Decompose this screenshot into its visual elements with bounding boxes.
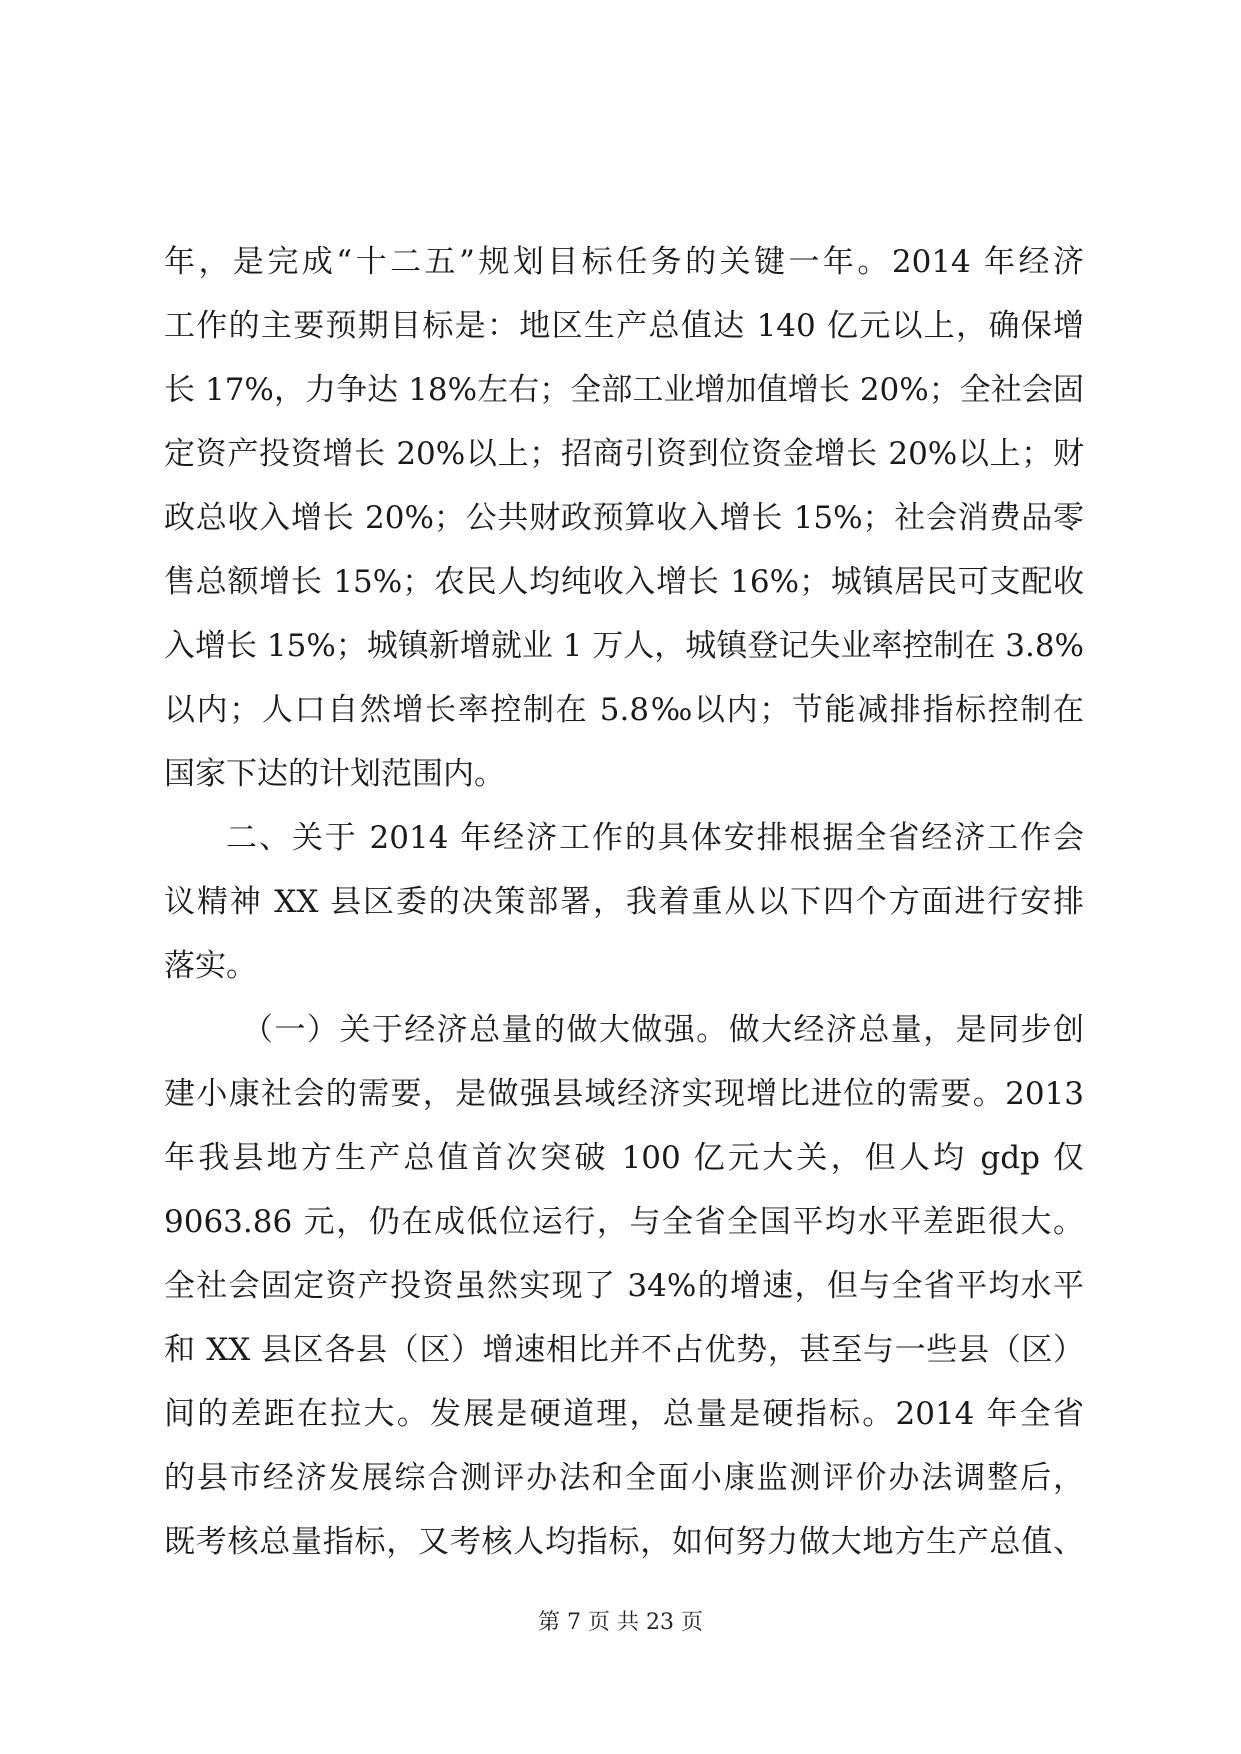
text-line: 间的差距在拉大。发展是硬道理，总量是硬指标。2014 年全省 [164,1396,1084,1432]
text-line: 售总额增长 15%；农民人均纯收入增长 16%；城镇居民可支配收 [164,564,1084,600]
text-line: 落实。 [164,948,257,984]
text-line: 入增长 15%；城镇新增就业 1 万人，城镇登记失业率控制在 3.8% [164,628,1084,664]
page-footer: 第 7 页 共 23 页 [538,1610,703,1635]
text-line: 以内；人口自然增长率控制在 5.8‰以内；节能减排指标控制在 [164,692,1084,728]
text-line: 年我县地方生产总值首次突破 100 亿元大关，但人均 gdp 仅 [164,1140,1084,1176]
text-line: 定资产投资增长 20%以上；招商引资到位资金增长 20%以上；财 [164,436,1084,472]
text-line: 建小康社会的需要，是做强县域经济实现增比进位的需要。2013 [164,1076,1084,1112]
text-line: 年，是完成“十二五”规划目标任务的关键一年。2014 年经济 [164,244,1084,280]
text-line: 全社会固定资产投资虽然实现了 34%的增速，但与全省平均水平 [164,1268,1084,1304]
text-line: （一）关于经济总量的做大做强。做大经济总量，是同步创 [242,1012,1084,1048]
text-line: 长 17%，力争达 18%左右；全部工业增加值增长 20%；全社会固 [164,372,1084,408]
paragraph-1 [164,230,1084,806]
body-text [164,230,1084,1574]
text-line: 二、关于 2014 年经济工作的具体安排根据全省经济工作会 [226,820,1084,856]
text-line: 的县市经济发展综合测评办法和全面小康监测评价办法调整后， [164,1460,1084,1496]
paragraph-2 [164,806,1084,998]
text-line: 9063.86 元，仍在成低位运行，与全省全国平均水平差距很大。 [164,1204,1084,1240]
text-line: 议精神 XX 县区委的决策部署，我着重从以下四个方面进行安排 [164,884,1084,920]
text-line: 政总收入增长 20%；公共财政预算收入增长 15%；社会消费品零 [164,500,1084,536]
text-line: 国家下达的计划范围内。 [164,756,505,792]
paragraph-3 [164,998,1084,1574]
text-line: 工作的主要预期目标是：地区生产总值达 140 亿元以上，确保增 [164,308,1084,344]
text-line: 既考核总量指标，又考核人均指标，如何努力做大地方生产总值、 [164,1524,1084,1560]
text-line: 和 XX 县区各县（区）增速相比并不占优势，甚至与一些县（区） [164,1332,1084,1368]
